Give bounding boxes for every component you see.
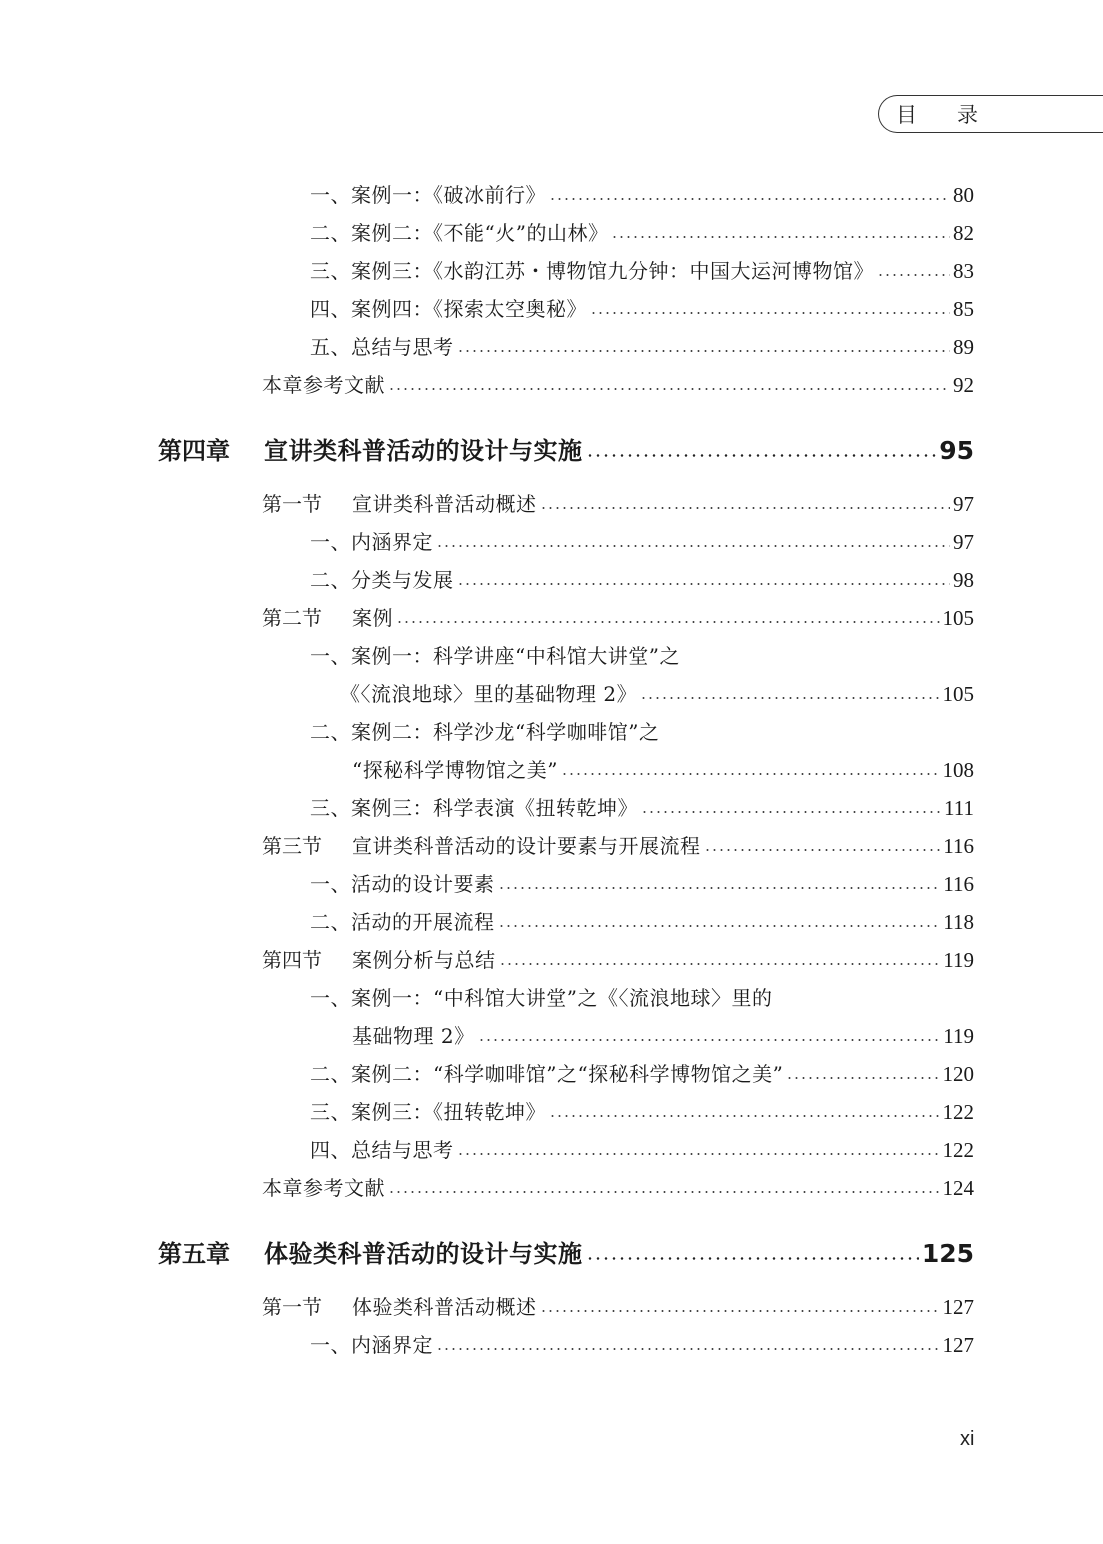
toc-entry[interactable] — [310, 257, 974, 285]
toc-page-number: 89 — [953, 335, 974, 359]
toc-entry[interactable] — [310, 528, 974, 556]
chapter-title: 体验类科普活动的设计与实施 — [264, 1240, 583, 1268]
leader-dots — [786, 1077, 939, 1079]
toc-entry-text: 一、活动的设计要素 — [310, 872, 495, 896]
toc-entry[interactable] — [310, 1136, 974, 1164]
toc-entry-text: 二、案例二：“科学咖啡馆”之“探秘科学博物馆之美” — [310, 1062, 784, 1086]
toc-entry[interactable] — [310, 566, 974, 594]
leader-dots — [498, 887, 941, 889]
toc-entry[interactable] — [310, 870, 974, 898]
toc-chapter-4[interactable] — [158, 434, 974, 468]
running-header-title: 目录 — [896, 103, 1018, 127]
leader-dots — [540, 1310, 940, 1312]
toc-entry-text: 四、案例四：《探索太空奥秘》 — [310, 297, 587, 321]
toc-entry-text-cont: 基础物理 2》 — [352, 1024, 475, 1048]
leader-dots — [561, 773, 940, 775]
leader-dots — [436, 1348, 940, 1350]
toc-page-number: 125 — [921, 1239, 974, 1268]
leader-dots — [549, 1115, 940, 1117]
toc-page-number: 82 — [953, 221, 974, 245]
toc-page-number: 85 — [953, 297, 974, 321]
toc-entry[interactable] — [310, 219, 974, 247]
leader-dots — [457, 1153, 940, 1155]
toc-entry[interactable] — [310, 333, 974, 361]
toc-entry-text: 五、总结与思考 — [310, 335, 454, 359]
toc-entry[interactable] — [310, 295, 974, 323]
toc-page-number: 97 — [953, 530, 974, 554]
toc-entry[interactable] — [310, 794, 974, 822]
toc-page-number: 105 — [942, 606, 974, 630]
toc-entry-text[interactable]: 一、案例一：“中科馆大讲堂”之《〈流浪地球〉里的 — [310, 986, 773, 1010]
toc-page-number: 122 — [942, 1138, 974, 1162]
toc-page-number: 127 — [942, 1333, 974, 1357]
toc-chapter-5[interactable] — [158, 1237, 974, 1271]
toc-page-number: 124 — [942, 1176, 974, 1200]
toc-entry-text: 二、活动的开展流程 — [310, 910, 495, 934]
leader-dots — [478, 1039, 941, 1041]
toc-entry-text: 一、内涵界定 — [310, 1333, 433, 1357]
leader-dots — [586, 454, 937, 457]
toc-section[interactable] — [262, 604, 974, 632]
leader-dots — [611, 236, 950, 238]
toc-page-number: 116 — [943, 834, 974, 858]
toc-entry[interactable] — [262, 1174, 974, 1202]
toc-page-number: 80 — [953, 183, 974, 207]
toc-page-number: 83 — [953, 259, 974, 283]
toc-entry-text: 本章参考文献 — [262, 373, 385, 397]
toc-entry[interactable] — [340, 680, 974, 708]
toc-page-number: 127 — [942, 1295, 974, 1319]
leader-dots — [388, 1191, 940, 1193]
toc-entry[interactable] — [352, 756, 974, 784]
toc-page-number: 122 — [942, 1100, 974, 1124]
chapter-title: 宣讲类科普活动的设计与实施 — [264, 437, 583, 465]
toc-entry-text: 四、总结与思考 — [310, 1138, 454, 1162]
toc-entry-text: 宣讲类科普活动的设计要素与开展流程 — [352, 834, 701, 858]
leader-dots — [436, 545, 950, 547]
toc-page-number: 98 — [953, 568, 974, 592]
toc-entry-text: 案例分析与总结 — [352, 948, 496, 972]
chapter-number: 第五章 — [158, 1240, 230, 1268]
toc-entry-text: 案例 — [352, 606, 393, 630]
toc-entry-text: 一、内涵界定 — [310, 530, 433, 554]
toc-entry[interactable] — [310, 908, 974, 936]
leader-dots — [457, 350, 951, 352]
toc-entry-text: 宣讲类科普活动概述 — [352, 492, 537, 516]
leader-dots — [457, 583, 951, 585]
leader-dots — [498, 925, 941, 927]
leader-dots — [877, 274, 950, 276]
toc-page-number: 119 — [943, 948, 974, 972]
section-number: 第一节 — [262, 492, 322, 516]
toc-entry-text-cont: 《〈流浪地球〉里的基础物理 2》 — [340, 682, 638, 706]
toc-entry-text: 体验类科普活动概述 — [352, 1295, 537, 1319]
toc-entry[interactable] — [262, 371, 974, 399]
leader-dots — [388, 388, 950, 390]
toc-entry[interactable] — [352, 1022, 974, 1050]
toc-entry-text-cont: “探秘科学博物馆之美” — [352, 758, 558, 782]
toc-page-number: 111 — [944, 796, 974, 820]
section-number: 第四节 — [262, 948, 322, 972]
toc-page-number: 108 — [942, 758, 974, 782]
toc-page-number: 105 — [942, 682, 974, 706]
toc-entry-text: 三、案例三：《水韵江苏・博物馆九分钟：中国大运河博物馆》 — [310, 259, 874, 283]
toc-section[interactable] — [262, 1293, 974, 1321]
toc-page-number: 120 — [942, 1062, 974, 1086]
toc-entry-text: 三、案例三：《扭转乾坤》 — [310, 1100, 546, 1124]
toc-page-number: 92 — [953, 373, 974, 397]
toc-page-number: 116 — [943, 872, 974, 896]
toc-entry[interactable] — [310, 1098, 974, 1126]
toc-entry-text: 二、分类与发展 — [310, 568, 454, 592]
toc-section[interactable] — [262, 490, 974, 518]
leader-dots — [396, 621, 940, 623]
toc-entry[interactable] — [310, 1060, 974, 1088]
leader-dots — [590, 312, 950, 314]
toc-entry-text[interactable]: 一、案例一：科学讲座“中科馆大讲堂”之 — [310, 644, 680, 668]
leader-dots — [540, 507, 951, 509]
chapter-number: 第四章 — [158, 437, 230, 465]
toc-page-number: 118 — [943, 910, 974, 934]
leader-dots — [704, 849, 941, 851]
toc-entry[interactable] — [310, 1331, 974, 1359]
toc-entry-text: 一、案例一：《破冰前行》 — [310, 183, 546, 207]
leader-dots — [641, 811, 941, 813]
toc-section[interactable] — [262, 946, 974, 974]
toc-entry-text: 本章参考文献 — [262, 1176, 385, 1200]
toc-entry-text: 二、案例二：《不能“火”的山林》 — [310, 221, 609, 245]
toc-page-number: 95 — [939, 436, 974, 465]
leader-dots — [499, 963, 941, 965]
leader-dots — [640, 697, 939, 699]
footer-page-number: xi — [960, 1428, 975, 1450]
section-number: 第二节 — [262, 606, 322, 630]
section-number: 第三节 — [262, 834, 322, 858]
leader-dots — [549, 198, 950, 200]
toc-entry-text: 三、案例三：科学表演《扭转乾坤》 — [310, 796, 638, 820]
toc-section[interactable] — [262, 832, 974, 860]
toc-entry[interactable] — [310, 181, 974, 209]
section-number: 第一节 — [262, 1295, 322, 1319]
toc-page-number: 119 — [943, 1024, 974, 1048]
toc-entry-text[interactable]: 二、案例二：科学沙龙“科学咖啡馆”之 — [310, 720, 660, 744]
leader-dots — [586, 1257, 919, 1260]
toc-page-number: 97 — [953, 492, 974, 516]
